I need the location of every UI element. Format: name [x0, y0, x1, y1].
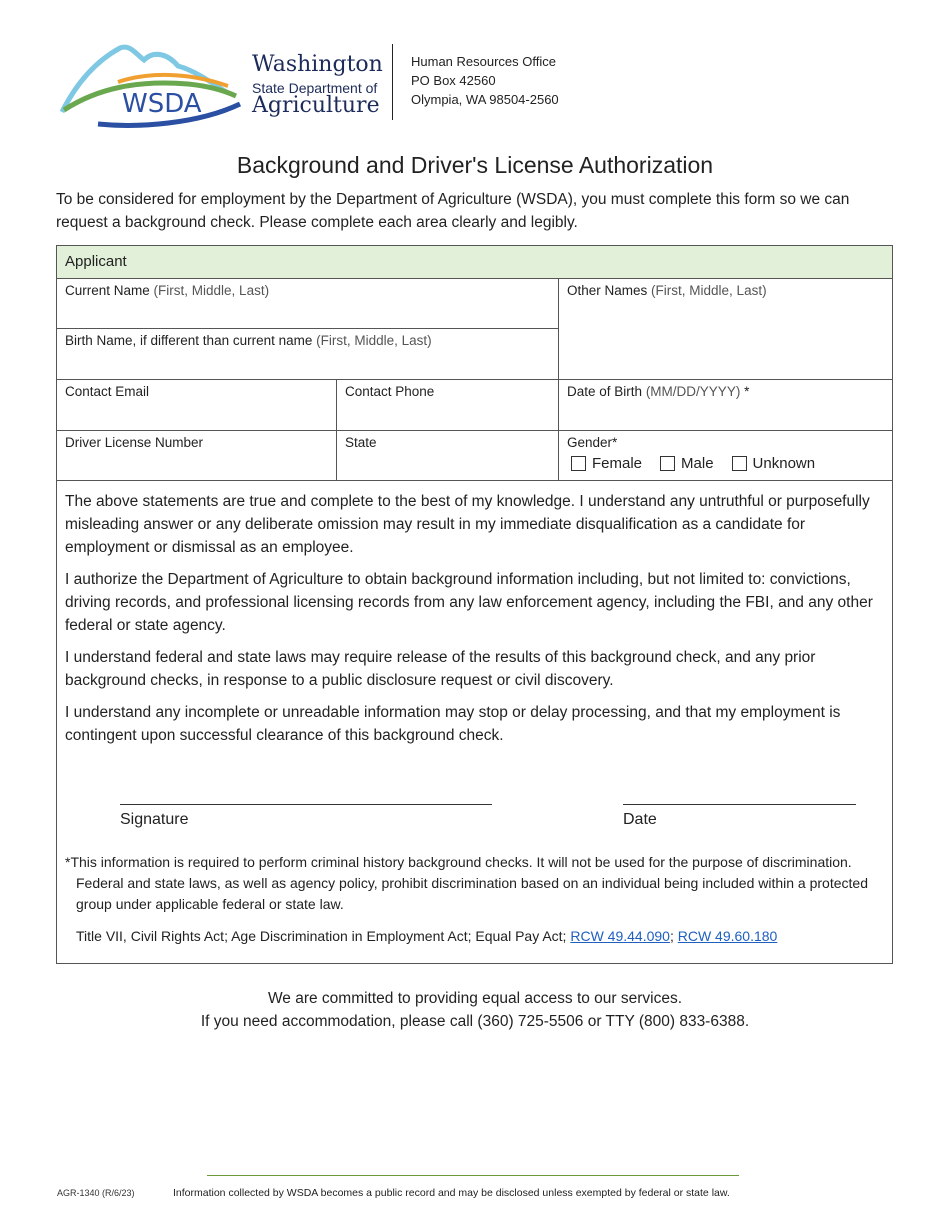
address-line: PO Box 42560: [411, 73, 496, 88]
gender-option-female[interactable]: [571, 455, 642, 472]
applicant-form: [56, 245, 893, 964]
female-checkbox[interactable]: [571, 456, 586, 471]
laws-prefix: Title VII, Civil Rights Act; Age Discrimination in Employment Act; Equal Pay Act;: [76, 928, 571, 944]
footer-divider: [207, 1175, 739, 1176]
driver-license-label: Driver License Number: [65, 435, 204, 450]
current-name-field[interactable]: [57, 279, 559, 329]
unknown-checkbox[interactable]: [732, 456, 747, 471]
contact-email-label: Contact Email: [65, 384, 150, 399]
gender-option-male[interactable]: [660, 455, 714, 472]
statement-paragraph: The above statements are true and complete to the best of my knowledge. I understand any untruthful or purposefully misleading answer or any deliberate omission may result in my immediate disqualification as a candidate for employment or dismissal as an employee.: [65, 493, 870, 556]
required-footnote: *This information is required to perform criminal history background checks. It will not be used for the purpose of discrimination. Federal and state laws, as well as agency policy, prohibit discrimination based on an individual being included within a protected group under applicable federal or state law.: [65, 854, 868, 912]
gender-options: [571, 455, 833, 472]
signature-label: Signature: [120, 811, 189, 828]
state-label: State: [345, 435, 377, 450]
male-checkbox[interactable]: [660, 456, 675, 471]
org-name-line2: State Department of: [252, 80, 378, 96]
org-name-line1: Washington: [252, 52, 383, 77]
gender-label: Gender: [567, 435, 613, 450]
other-names-hint: (First, Middle, Last): [651, 283, 767, 298]
address-line: Olympia, WA 98504-2560: [411, 92, 559, 107]
org-name-line3: Agriculture: [252, 93, 380, 118]
date-of-birth-field[interactable]: [559, 380, 892, 431]
gender-option-unknown[interactable]: [732, 455, 816, 472]
other-names-field[interactable]: [559, 279, 892, 380]
gender-required-mark: *: [612, 435, 618, 450]
statement-paragraph: I understand any incomplete or unreadable information may stop or delay processing, and that my employment is contingent upon successful clearance of this background check.: [65, 704, 841, 744]
accessibility-statement: [0, 987, 950, 1033]
dob-label: Date of Birth: [567, 384, 643, 399]
access-line2: If you need accommodation, please call (360) 725-5506 or TTY (800) 833-6388.: [200, 1013, 750, 1030]
gender-field: [559, 431, 892, 481]
contact-phone-label: Contact Phone: [345, 384, 435, 399]
birth-name-field[interactable]: [57, 329, 559, 380]
contact-phone-field[interactable]: [337, 380, 559, 431]
driver-license-field[interactable]: [57, 431, 337, 481]
applicant-section-header: [57, 246, 892, 279]
gender-option-label: Female: [592, 455, 643, 472]
form-code: AGR-1340 (R/6/23): [57, 1188, 135, 1198]
access-line1: We are committed to providing equal access to our services.: [267, 990, 683, 1007]
wsda-logo: [58, 40, 248, 128]
signature-line[interactable]: [120, 804, 492, 805]
other-names-label: Other Names: [567, 283, 648, 298]
gender-option-label: Unknown: [752, 455, 816, 472]
dob-hint: (MM/DD/YYYY): [645, 384, 741, 399]
dob-required-mark: *: [744, 384, 750, 399]
logo-text: WSDA: [122, 89, 202, 119]
public-record-disclaimer: Information collected by WSDA becomes a public record and may be disclosed unless exempted by federal or state law.: [173, 1187, 730, 1199]
date-line[interactable]: [623, 804, 856, 805]
gender-option-label: Male: [681, 455, 714, 472]
date-label: Date: [623, 811, 657, 828]
page-title: Background and Driver's License Authorization: [236, 152, 714, 178]
birth-name-label: Birth Name, if different than current name: [65, 333, 313, 348]
current-name-label: Current Name: [65, 283, 150, 298]
statement-paragraph: I authorize the Department of Agriculture to obtain background information including, but not limited to: convictions, driving records, and professional licensing records from any law enforcement agency, including the FBI, and any other federal or state agency.: [65, 571, 873, 634]
rcw-49-60-180-link[interactable]: RCW 49.60.180: [677, 928, 778, 944]
birth-name-hint: (First, Middle, Last): [316, 333, 432, 348]
contact-email-field[interactable]: [57, 380, 337, 431]
state-field[interactable]: [337, 431, 559, 481]
intro-text: To be considered for employment by the Department of Agriculture (WSDA), you must complete this form so we can request a background check. Please complete each area clearly and legibly.: [56, 191, 850, 231]
section-label: Applicant: [65, 253, 127, 270]
header-divider: [392, 44, 393, 120]
laws-line: [76, 926, 886, 947]
statement-paragraph: I understand federal and state laws may require release of the results of this background check, and any prior background checks, in response to a public disclosure request or civil discovery.: [65, 649, 816, 689]
address-line: Human Resources Office: [411, 54, 556, 69]
laws-separator: ;: [669, 928, 674, 944]
current-name-hint: (First, Middle, Last): [153, 283, 270, 298]
rcw-49-44-090-link[interactable]: RCW 49.44.090: [570, 928, 670, 944]
